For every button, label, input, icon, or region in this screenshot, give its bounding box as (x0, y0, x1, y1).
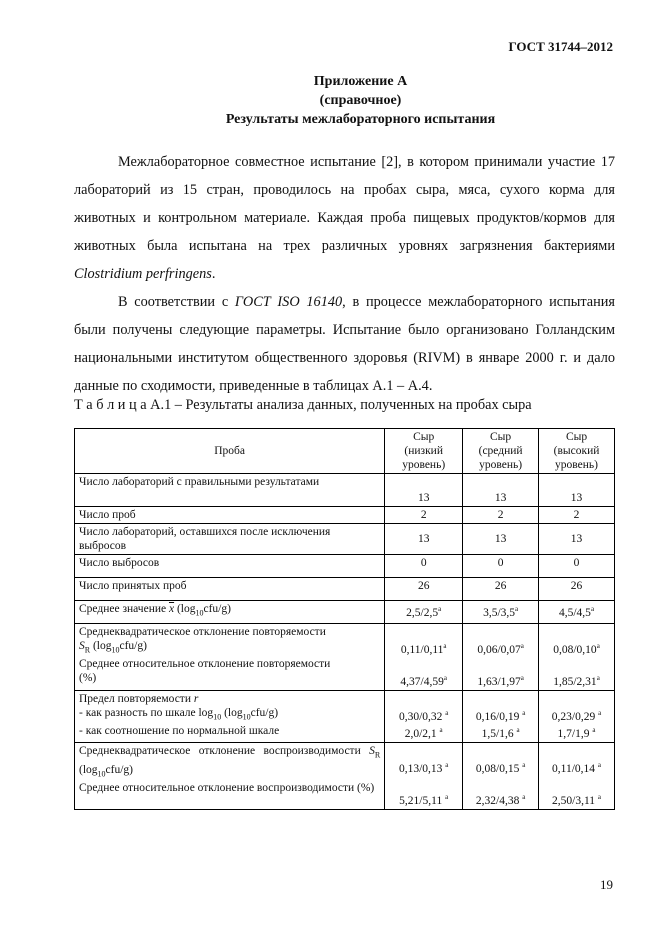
table-row-labs-left (75, 524, 615, 555)
cell-sR-high (539, 743, 615, 810)
footnote-mark: a (522, 708, 526, 717)
cell-mean-mid-value: 3,5/3,5 (483, 606, 516, 619)
mean-unit-log: (log (174, 603, 196, 615)
cell-sr-low-rel: 4,37/4,59 (400, 675, 444, 688)
cell-mean-mid (463, 601, 539, 624)
footnote-mark: a (598, 708, 602, 717)
cell-sR-low-abs: 0,13/0,13 (398, 763, 443, 776)
sr-unit-cfu: cfu/g) (119, 640, 147, 652)
footnote-mark: a (597, 761, 602, 770)
column-header-mid-line1: Сыр (490, 431, 512, 443)
cell-accepted-high: 26 (539, 578, 615, 601)
cell-samples-high: 2 (539, 507, 615, 524)
r-symbol: r (193, 692, 199, 705)
cell-sr-mid (463, 624, 539, 691)
cell-sR-high-abs: 0,11/0,14 (552, 763, 596, 776)
cell-sR-mid (463, 743, 539, 810)
footnote-mark: a (516, 726, 520, 735)
cell-labs-high: 13 (539, 474, 615, 507)
paragraph-1 (74, 148, 615, 288)
cell-sR-mid-rel: 2,32/4,38 (475, 794, 520, 807)
footnote-mark: a (443, 642, 447, 650)
sR-symbol: S (369, 745, 375, 758)
r-label-line2 (79, 706, 380, 724)
cell-mean-high-value: 4,5/4,5 (558, 606, 591, 619)
mean-label-text: Среднее значение (79, 603, 169, 615)
row-label-labs-left: Число лабораторий, оставшихся после исключения выбросов (75, 524, 385, 555)
cell-sr-high (539, 624, 615, 691)
cell-outliers-mid: 0 (463, 555, 539, 578)
column-header-low-line3: уровень) (402, 459, 446, 471)
r-label-line1 (79, 692, 380, 706)
cell-sr-high-rel: 1,85/2,31 (553, 675, 597, 688)
sR-symbol-sub: R (374, 750, 381, 760)
footnote-mark: a (439, 726, 443, 735)
table-header-row (75, 429, 615, 474)
r-unit-cfu: cfu/g) (250, 706, 279, 719)
paragraph-2-text: , в процессе межлабораторного испытания были получены следующие параметры. Испытание было организовано Голландским национальными институтом общественного здоровья (RIVM) в январе 2000 г. и дало данные по сходимости, приведенные в таблицах А.1 – А.4. (74, 294, 615, 394)
table-row-labs (75, 474, 615, 507)
cell-r-low-ratio: 2,0/2,1 (404, 728, 437, 741)
footnote-mark: a (592, 726, 596, 735)
footnote-mark: a (596, 642, 600, 650)
cell-r-low-diff: 0,30/0,32 (398, 710, 443, 723)
appendix-title: Приложение А (313, 74, 408, 89)
column-header-mid (463, 429, 539, 474)
cell-sr-mid-abs: 0,06/0,07 (477, 643, 521, 656)
cell-mean-high (539, 601, 615, 624)
cell-labs-left-mid: 13 (463, 524, 539, 555)
cell-labs-left-high: 13 (539, 524, 615, 555)
cell-labs-mid: 13 (463, 474, 539, 507)
footnote-mark: a (515, 605, 519, 613)
cell-samples-low: 2 (385, 507, 463, 524)
table-row-r (75, 690, 615, 743)
sr-symbol: S (79, 640, 85, 652)
cell-sR-low (385, 743, 463, 810)
column-header-mid-line2: (средний (478, 445, 523, 457)
paragraph-2-start: В соответствии с (118, 294, 235, 310)
sR-label-line2: Среднее относительное отклонение воспроизводимости (%) (79, 781, 375, 794)
row-label-mean (75, 601, 385, 624)
cell-r-mid-diff: 0,16/0,19 (475, 710, 520, 723)
cell-outliers-low: 0 (385, 555, 463, 578)
sr-symbol-sub: R (84, 645, 91, 655)
cell-sR-low-rel: 5,21/5,11 (399, 794, 443, 807)
footnote-mark: a (445, 708, 449, 717)
table-row-mean (75, 601, 615, 624)
mean-symbol: $\overline{x}$ (168, 603, 175, 615)
paragraph-2 (74, 288, 615, 400)
cell-r-high-diff: 0,23/0,29 (551, 710, 596, 723)
cell-sr-high-abs: 0,08/0,10 (553, 643, 597, 656)
sr-label-line3: Среднее относительное отклонение повторяемости (79, 658, 331, 671)
appendix-title-block (0, 72, 661, 129)
footnote-mark: a (597, 793, 602, 802)
sr-unit-base: 10 (111, 645, 120, 655)
table-caption-prefix: Т а б л и ц а (74, 397, 147, 413)
column-header-high-line3: уровень) (555, 459, 598, 471)
cell-sR-mid-abs: 0,08/0,15 (475, 763, 520, 776)
cell-mean-low (385, 601, 463, 624)
cell-sr-low (385, 624, 463, 691)
row-label-r (75, 690, 385, 743)
column-header-low (385, 429, 463, 474)
sr-unit-log: (log (90, 640, 112, 652)
r-label-line3: - как соотношение по нормальной шкале (79, 724, 280, 737)
footnote-mark: a (438, 605, 442, 613)
table-row-accepted (75, 578, 615, 601)
footnote-mark: a (520, 673, 524, 682)
row-label-accepted: Число принятых проб (75, 578, 385, 601)
footnote-mark: a (596, 673, 600, 682)
table-caption (74, 397, 532, 414)
footnote-mark: a (445, 793, 449, 802)
cell-r-high-ratio: 1,7/1,9 (557, 728, 590, 741)
cell-sR-high-rel: 2,50/3,11 (552, 794, 596, 807)
column-header-low-line1: Сыр (413, 431, 435, 443)
cell-sr-low-abs: 0,11/0,11 (400, 643, 444, 656)
page-number: 19 (600, 877, 613, 892)
r-unit-log: (log (221, 706, 243, 719)
cell-outliers-high: 0 (539, 555, 615, 578)
cell-labs-left-low: 13 (385, 524, 463, 555)
sR-unit-log: (log (79, 763, 98, 776)
table-row-outliers (75, 555, 615, 578)
table-row-sR (75, 743, 615, 810)
cell-r-high (539, 690, 615, 743)
sR-unit-base: 10 (97, 768, 106, 778)
cell-accepted-mid: 26 (463, 578, 539, 601)
row-label-labs: Число лабораторий с правильными результатами (75, 474, 385, 507)
results-table (74, 428, 615, 810)
sR-label-text: Среднеквадратическое отклонение воспроизводимости (79, 745, 370, 758)
cell-r-mid (463, 690, 539, 743)
column-header-high-line2: (высокий (553, 445, 600, 457)
cell-accepted-low: 26 (385, 578, 463, 601)
appendix-subtitle: (справочное) (319, 93, 402, 108)
row-label-sr (75, 624, 385, 691)
mean-unit-base: 10 (195, 608, 204, 618)
r-label-diff: - как разность по шкале log (79, 706, 214, 719)
column-header-sample: Проба (75, 429, 385, 474)
footnote-mark: a (443, 673, 447, 682)
standard-header: ГОСТ 31744–2012 (508, 39, 613, 54)
paragraph-1-end: . (211, 266, 216, 282)
cell-r-low (385, 690, 463, 743)
cell-labs-low: 13 (385, 474, 463, 507)
column-header-low-line2: (низкий (404, 445, 443, 457)
row-label-outliers: Число выбросов (75, 555, 385, 578)
r-scale-base: 10 (213, 711, 222, 721)
sR-unit-cfu: cfu/g) (105, 763, 133, 776)
column-header-high (539, 429, 615, 474)
r-unit-base: 10 (242, 711, 251, 721)
row-label-samples: Число проб (75, 507, 385, 524)
standard-reference: ГОСТ ISO 16140 (234, 294, 343, 310)
table-row-sr (75, 624, 615, 691)
footnote-mark: a (590, 605, 595, 613)
column-header-mid-line3: уровень) (479, 459, 523, 471)
appendix-heading: Результаты межлабораторного испытания (225, 112, 496, 127)
paragraph-1-text: Межлабораторное совместное испытание [2], в котором принимали участие 17 лабораторий из 15 стран, проводилось на пробах сыра, мяса, сухого корма для животных и контрольном материале. Каждая проба пищевых продуктов/кормов для животных была испытана на трех различных уровнях загрязнения бактериями (74, 154, 615, 254)
footnote-mark: a (520, 642, 524, 650)
footnote-mark: a (445, 761, 449, 770)
table-row-samples (75, 507, 615, 524)
cell-r-mid-ratio: 1,5/1,6 (481, 728, 514, 741)
footnote-mark: a (522, 761, 526, 770)
sr-label-line4: (%) (79, 672, 97, 685)
mean-unit-cfu: cfu/g) (203, 603, 231, 615)
column-header-high-line1: Сыр (565, 431, 588, 443)
sr-label-line2 (79, 639, 380, 657)
cell-mean-low-value: 2,5/2,5 (406, 606, 439, 619)
organism-name: Clostridium perfringens (74, 266, 212, 282)
table-caption-text: А.1 – Результаты анализа данных, полученных на пробах сыра (146, 397, 532, 413)
row-label-sR (75, 743, 385, 810)
cell-sr-mid-rel: 1,63/1,97 (477, 675, 521, 688)
footnote-mark: a (522, 793, 526, 802)
cell-samples-mid: 2 (463, 507, 539, 524)
r-label-text: Предел повторяемости (79, 692, 194, 705)
sr-label-line1: Среднеквадратическое отклонение повторяемости (79, 626, 326, 638)
